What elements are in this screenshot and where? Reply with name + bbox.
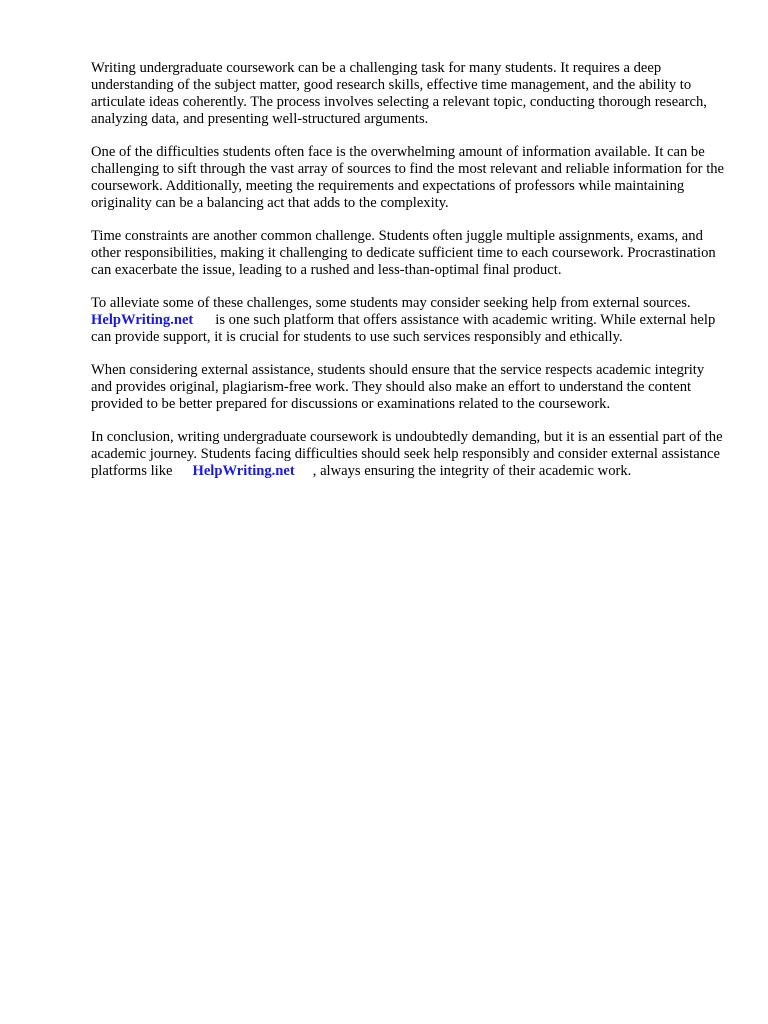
paragraph-1: Writing undergraduate coursework can be a challenging task for many students. It requires a deep understanding of the subject matter, good research skills, effective time management, and the ability to articulate ideas coherently. The process involves selecting a relevant topic, conducting thorough research, analyzing data, and presenting well-structured arguments. [91, 60, 707, 127]
paragraph-6-text-after: , always ensuring the integrity of their academic work. [312, 463, 632, 479]
paragraph-6 [91, 429, 727, 480]
paragraph-4-text-after: is one such platform that offers assistance with academic writing. While external help can provide support, it is crucial for students to use such services responsibly and ethically. [91, 312, 716, 345]
paragraph-4 [91, 295, 727, 346]
paragraph-4-text-before: To alleviate some of these challenges, some students may consider seeking help from external sources. [91, 295, 691, 311]
paragraph-5: When considering external assistance, students should ensure that the service respects academic integrity and provides original, plagiarism-free work. They should also make an effort to understand the content provided to be better prepared for discussions or examinations related to the coursework. [91, 362, 705, 412]
paragraph-2: One of the difficulties students often face is the overwhelming amount of information available. It can be challenging to sift through the vast array of sources to find the most relevant and reliable information for the coursework. Additionally, meeting the requirements and expectations of professors while maintaining originality can be a balancing act that adds to the complexity. [91, 144, 725, 211]
paragraph-3: Time constraints are another common challenge. Students often juggle multiple assignments, exams, and other responsibilities, making it challenging to dedicate sufficient time to each coursework. Procrastination can exacerbate the issue, leading to a rushed and less-than-optimal final product. [91, 228, 716, 278]
helpwriting-link[interactable]: HelpWriting.net [91, 312, 194, 328]
paragraph-6-text-before: In conclusion, writing undergraduate coursework is undoubtedly demanding, but it is an essential part of the academic journey. Students facing difficulties should seek help responsibly and consider external assistance platforms like [91, 429, 723, 479]
document-body [91, 60, 727, 496]
helpwriting-link-conclusion[interactable]: HelpWriting.net [192, 463, 295, 479]
